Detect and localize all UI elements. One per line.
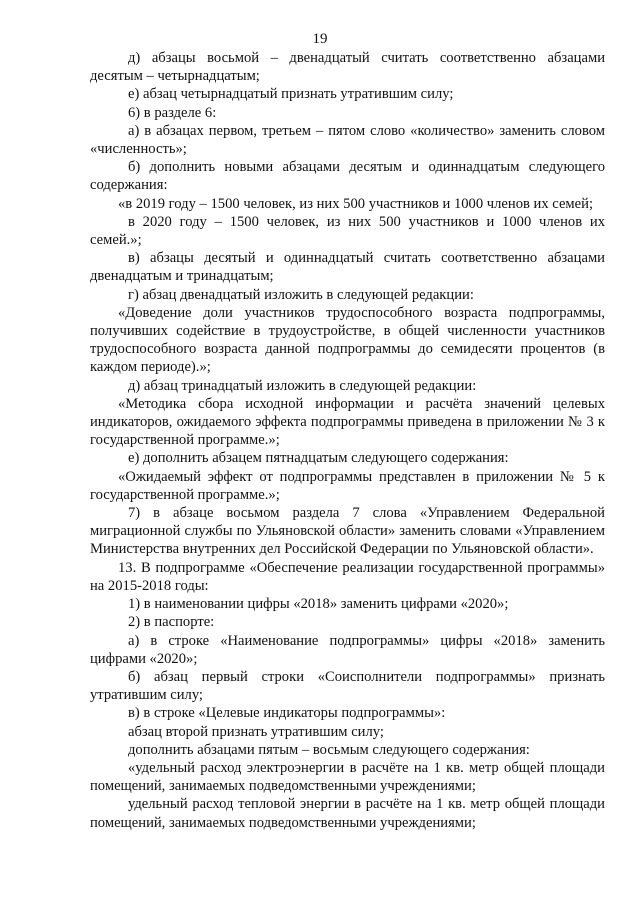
paragraph: абзац второй признать утратившим силу; — [128, 723, 384, 740]
paragraph: г) абзац двенадцатый изложить в следующей редакции: — [128, 286, 474, 303]
paragraph: а) в абзацах первом, третьем – пятом слово «количество» заменить словом «численность»; — [90, 122, 605, 158]
paragraph: удельный расход тепловой энергии в расчёте на 1 кв. метр общей площади помещений, занимаемых подведомственными учреждениями; — [90, 796, 605, 831]
paragraph: «в 2019 году – 1500 человек, из них 500 участников и 1000 членов их семей; — [118, 195, 593, 212]
paragraph: «Доведение доли участников трудоспособного возраста подпрограммы, получивших содействие в трудоустройстве, в общей численности участников трудоспособного возраста данной подпрограммы до семидесяти процентов (в каждом периоде).»; — [90, 304, 605, 376]
paragraph: б) абзац первый строки «Соисполнители подпрограммы» признать утратившим силу; — [90, 668, 605, 704]
paragraph: б) дополнить новыми абзацами десятым и одиннадцатым следующего содержания: — [90, 159, 605, 194]
paragraph: а) в строке «Наименование подпрограммы» цифры «2018» заменить цифрами «2020»; — [90, 632, 605, 667]
paragraph: в) абзацы десятый и одиннадцатый считать соответственно абзацами двенадцатым и тринадцатым; — [90, 250, 605, 285]
paragraph: е) абзац четырнадцатый признать утратившим силу; — [128, 86, 454, 103]
paragraph: 2) в паспорте: — [128, 614, 215, 631]
page-number: 19 — [312, 31, 328, 47]
paragraph: е) дополнить абзацем пятнадцатым следующего содержания: — [128, 450, 509, 467]
paragraph: д) абзацы восьмой – двенадцатый считать соответственно абзацами десятым – четырнадцатым; — [90, 50, 605, 85]
paragraph: д) абзац тринадцатый изложить в следующей редакции: — [128, 377, 477, 394]
paragraph: 1) в наименовании цифры «2018» заменить цифрами «2020»; — [128, 596, 509, 613]
paragraph: 6) в разделе 6: — [128, 104, 217, 121]
paragraph: «Методика сбора исходной информации и расчёта значений целевых индикаторов, ожидаемого эффекта подпрограммы приведена в приложении № 3 к государственной программе.»; — [90, 395, 605, 449]
paragraph: «Ожидаемый эффект от подпрограммы представлен в приложении № 5 к государственной программе.»; — [90, 468, 605, 503]
paragraph: в 2020 году – 1500 человек, из них 500 участников и 1000 членов их семей.»; — [90, 213, 605, 249]
document-body — [90, 49, 605, 832]
paragraph: 13. В подпрограмме «Обеспечение реализации государственной программы» на 2015-2018 годы: — [90, 559, 605, 594]
paragraph: «удельный расход электроэнергии в расчёте на 1 кв. метр общей площади помещений, занимаемых подведомственными учреждениями; — [90, 759, 605, 795]
paragraph: в) в строке «Целевые индикаторы подпрограммы»: — [128, 705, 446, 722]
paragraph: дополнить абзацами пятым – восьмым следующего содержания: — [128, 741, 530, 758]
paragraph: 7) в абзаце восьмом раздела 7 слова «Управлением Федеральной миграционной службы по Ульяновской области» заменить словами «Управлением Министерства внутренних дел Российской Федерации по Ульяновской области». — [90, 505, 605, 558]
